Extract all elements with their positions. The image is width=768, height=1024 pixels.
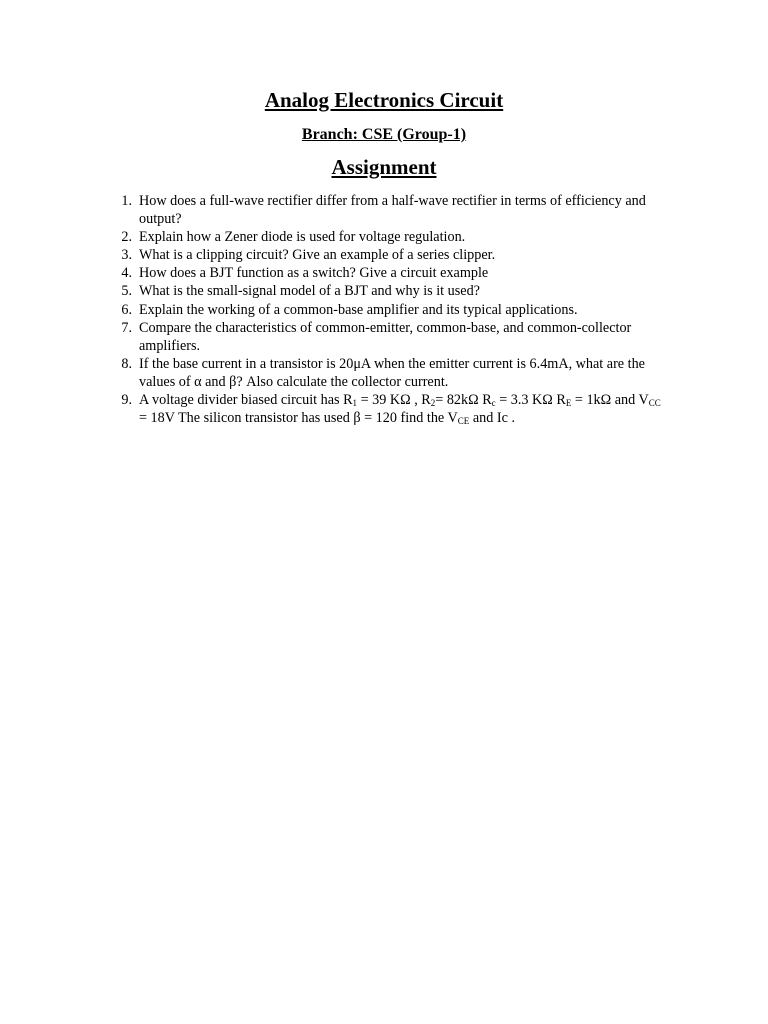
question-text [139,392,661,426]
branch-subtitle: Branch: CSE (Group-1) [301,126,467,143]
question-text: How does a full-wave rectifier differ from a half-wave rectifier in terms of efficiency and output? [139,193,646,228]
question-text-part: = 82kΩ R [435,392,492,409]
question-text-part: = 18V The silicon transistor has used β = 120 find the V [139,410,458,427]
question-number: 1. [121,193,132,209]
question-text-part: A voltage divider biased circuit has R [139,392,353,409]
question-text: What is the small-signal model of a BJT and why is it used? [139,283,480,300]
question-text: How does a BJT function as a switch? Give a circuit example [139,265,489,282]
question-number: 9. [121,392,132,409]
question-list [112,192,672,427]
subscript: CE [457,416,470,427]
question-item [112,264,672,282]
question-text-part: = 1kΩ and V [571,392,649,409]
question-item [112,228,672,246]
question-item [112,192,672,228]
question-item [112,355,672,391]
subscript: c [491,398,496,409]
question-number: 2. [121,229,132,246]
question-number: 5. [121,283,132,300]
subscript: E [565,398,572,409]
question-text: Explain how a Zener diode is used for voltage regulation. [139,229,466,246]
question-text: Compare the characteristics of common-emitter, common-base, and common-collector amplifiers. [139,319,632,354]
question-number: 4. [121,265,132,282]
assignment-heading: Assignment [331,155,437,179]
subscript: 2 [430,398,436,409]
subscript: 1 [352,398,358,409]
subscript: CC [648,398,661,409]
document-title: Analog Electronics Circuit [264,88,504,112]
question-text-part: = 3.3 KΩ R [495,392,566,409]
question-item [112,282,672,300]
question-item [112,319,672,355]
question-text: Explain the working of a common-base amplifier and its typical applications. [139,301,578,318]
question-text: If the base current in a transistor is 20μA when the emitter current is 6.4mA, what are the values of α and β? Also calculate the collector current. [139,355,645,390]
question-item [112,391,672,427]
question-item [112,301,672,319]
question-text-part: and Ic . [469,410,515,427]
question-number: 7. [121,319,132,336]
question-item [112,246,672,264]
question-number: 6. [121,301,132,318]
question-number: 8. [121,355,132,372]
question-text: What is a clipping circuit? Give an example of a series clipper. [139,247,496,264]
question-number: 3. [121,247,132,264]
question-text-part: = 39 KΩ , R [357,392,431,409]
